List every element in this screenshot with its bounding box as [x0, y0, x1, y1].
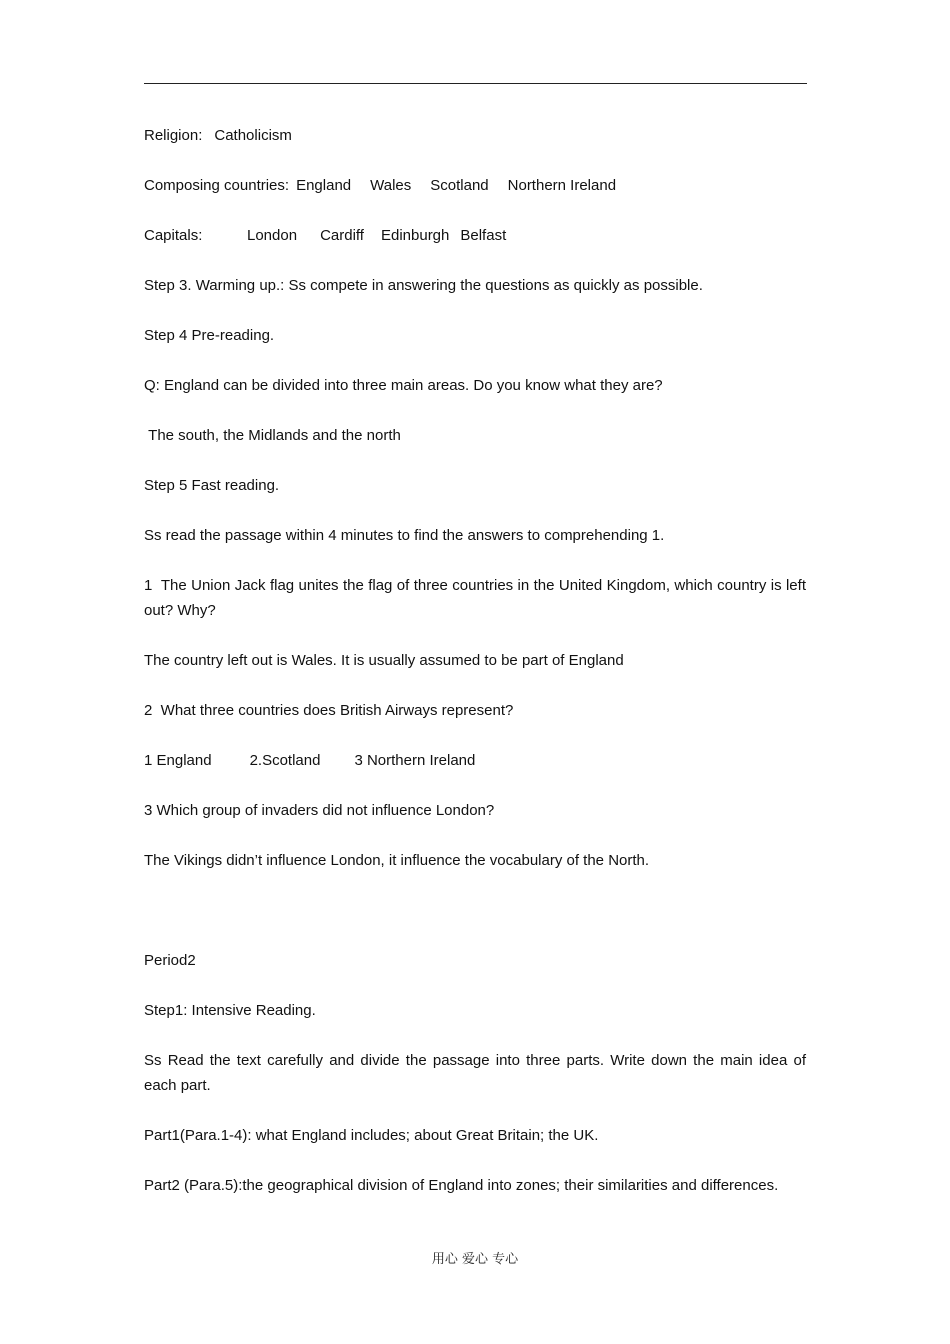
capital-cardiff: Cardiff — [320, 227, 364, 244]
religion-line — [144, 123, 806, 148]
country-england: England — [296, 177, 352, 194]
step5-line: Step 5 Fast reading. — [144, 477, 280, 494]
ss-read-carefully-line: Ss Read the text carefully and divide the passage into three parts. Write down the main idea of each part. — [144, 1052, 811, 1094]
answer-areas: The south, the Midlands and the north — [144, 427, 401, 444]
question-2: 2 What three countries does British Airways represent? — [144, 702, 514, 719]
country-wales: Wales — [370, 177, 412, 194]
answer-2-item-1: 1 England — [144, 752, 212, 769]
part2-line: Part2 (Para.5):the geographical division of England into zones; their similarities and differences. — [144, 1177, 779, 1194]
document-body — [144, 123, 811, 1223]
blank-spacer — [144, 898, 806, 948]
capitals-line — [144, 223, 806, 248]
religion-value: Catholicism — [214, 127, 292, 144]
question-1: 1 The Union Jack flag unites the flag of three countries in the United Kingdom, which country is left out? Why? — [144, 577, 811, 619]
header-rule — [144, 83, 807, 84]
step3-line: Step 3. Warming up.: Ss compete in answering the questions as quickly as possible. — [144, 277, 703, 294]
part1-line: Part1(Para.1-4): what England includes; about Great Britain; the UK. — [144, 1127, 599, 1144]
answer-2-item-2: 2.Scotland — [249, 752, 321, 769]
capital-edinburgh: Edinburgh — [380, 227, 450, 244]
answer-3: The Vikings didn’t influence London, it influence the vocabulary of the North. — [144, 852, 650, 869]
answer-1: The country left out is Wales. It is usually assumed to be part of England — [144, 652, 624, 669]
answer-2 — [144, 748, 806, 773]
step4-line: Step 4 Pre-reading. — [144, 327, 275, 344]
capital-london: London — [247, 227, 298, 244]
ss-read-line: Ss read the passage within 4 minutes to find the answers to comprehending 1. — [144, 527, 665, 544]
capital-belfast: Belfast — [460, 227, 507, 244]
question-areas: Q: England can be divided into three main areas. Do you know what they are? — [144, 377, 663, 394]
period2-heading: Period2 — [144, 952, 196, 969]
step1-line: Step1: Intensive Reading. — [144, 1002, 316, 1019]
country-scotland: Scotland — [430, 177, 489, 194]
answer-2-item-3: 3 Northern Ireland — [354, 752, 476, 769]
religion-label: Religion: — [144, 127, 203, 144]
capitals-label: Capitals: — [144, 227, 203, 244]
country-northern-ireland: Northern Ireland — [507, 177, 617, 194]
question-3: 3 Which group of invaders did not influence London? — [144, 802, 495, 819]
page-footer: 用心 爱心 专心 — [431, 1252, 519, 1267]
composing-label: Composing countries: — [144, 177, 290, 194]
composing-countries-line — [144, 173, 806, 198]
